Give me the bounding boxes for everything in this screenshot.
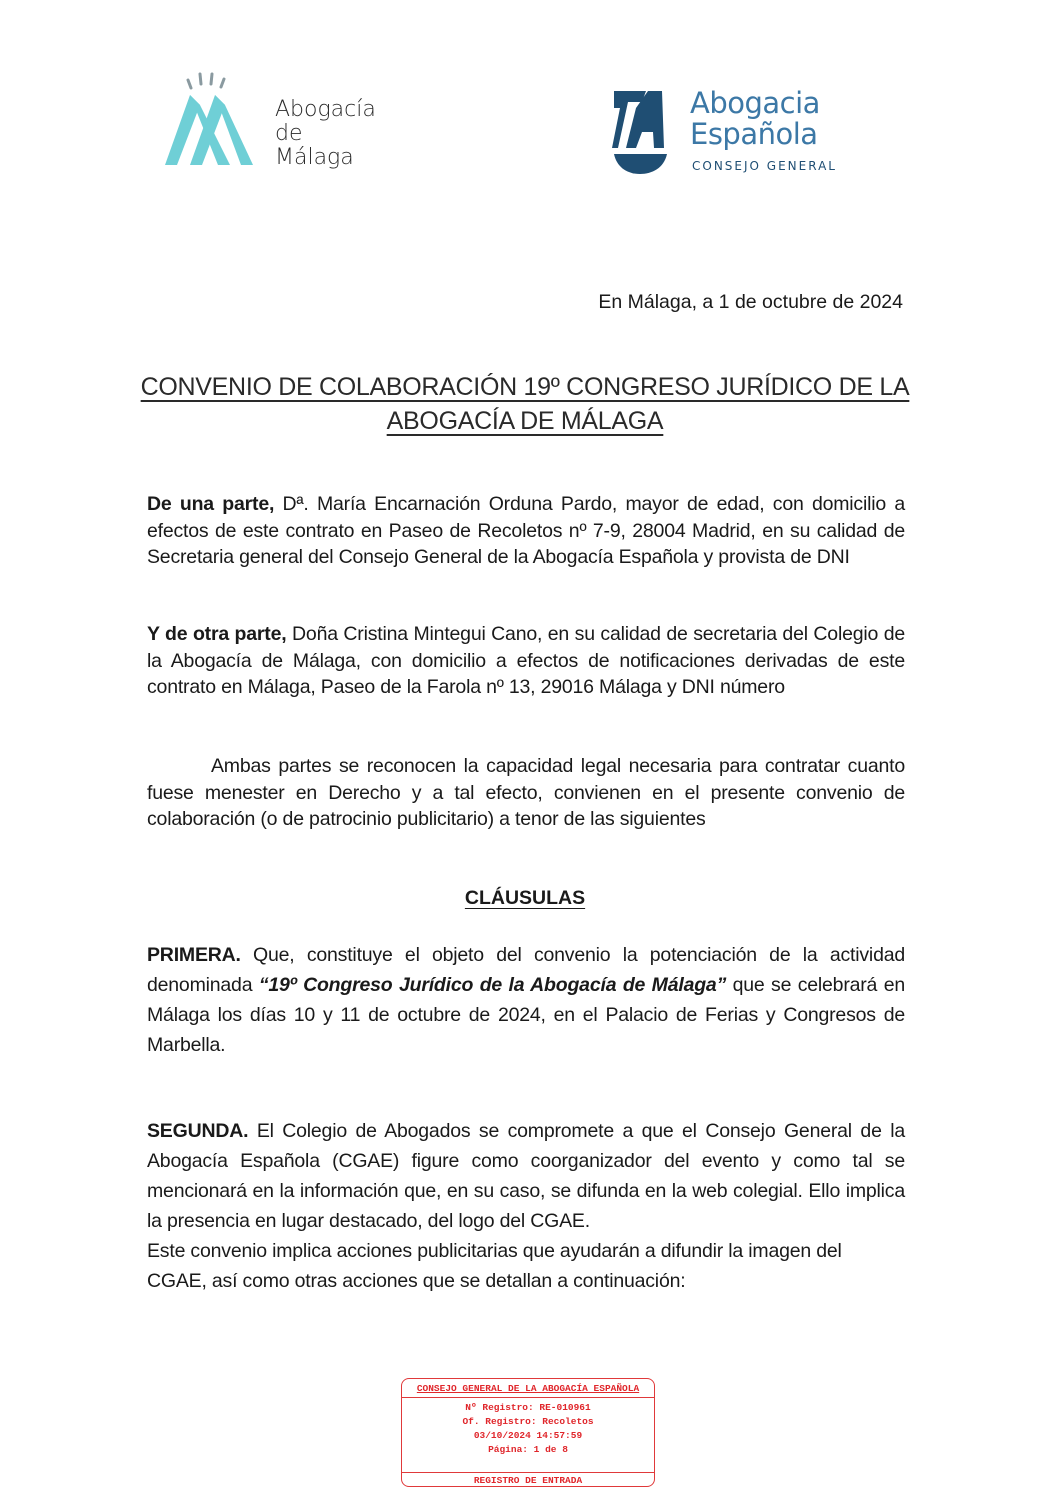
stamp-body <box>402 1398 654 1472</box>
cgae-logo-subtitle: CONSEJO GENERAL <box>692 159 837 173</box>
paragraph-lead: De una parte, <box>147 493 275 515</box>
clause-lead: SEGUNDA. <box>147 1120 249 1142</box>
registry-stamp <box>401 1378 655 1487</box>
clause-text: Que, constituye el objeto del convenio la potenciación de la actividad denominada <box>147 944 905 996</box>
stamp-pagina: Página: 1 de 8 <box>488 1444 568 1455</box>
stamp-header: CONSEJO GENERAL DE LA ABOGACÍA ESPAÑOLA <box>402 1379 654 1398</box>
abogacia-malaga-logo <box>160 70 400 175</box>
title-line-2: ABOGACÍA DE MÁLAGA <box>386 407 664 435</box>
agreement-paragraph: Ambas partes se reconocen la capacidad legal necesaria para contratar cuanto fuese menester en Derecho y a tal efecto, convienen en el presente convenio de colaboración (o de patrocinio publicitario) a tenor de las siguientes <box>147 755 905 830</box>
abogacia-espanola-logo <box>612 88 852 178</box>
paragraph-lead: Y de otra parte, <box>147 623 287 645</box>
event-name: “19º Congreso Jurídico de la Abogacía de Málaga” <box>258 974 727 996</box>
clause-segunda-continued: Este convenio implica acciones publicitarias que ayudarán a difundir la imagen del CGAE, así como otras acciones que se detallan a continuación: <box>147 1240 842 1292</box>
clause-segunda <box>147 1116 905 1236</box>
logo-line: Abogacía <box>275 97 376 122</box>
cgae-logo-name <box>690 88 820 150</box>
logo-line: de <box>275 121 303 146</box>
stamp-footer: REGISTRO DE ENTRADA <box>402 1472 654 1486</box>
clause-text: que se celebrará en Málaga los días 10 y 11 de octubre de 2024, en el Palacio de Ferias y Congresos de Marbella. <box>147 974 905 1056</box>
second-party-paragraph <box>147 621 905 701</box>
stamp-datetime: 03/10/2024 14:57:59 <box>473 1430 583 1441</box>
malaga-crown-m-icon <box>160 70 260 175</box>
paragraph-text: Dª. María Encarnación Orduna Pardo, mayor de edad, con domicilio a efectos de este contrato en Paseo de Recoletos nº 7-9, 28004 Madrid, en su calidad de Secretaria general del Consejo General de la Abogacía Española y provista de DNI <box>147 493 905 568</box>
logo-line: Española <box>690 117 818 151</box>
malaga-logo-text <box>275 98 376 170</box>
clause-text: El Colegio de Abogados se compromete a que el Consejo General de la Abogacía Española (CGAE) figure como coorganizador del evento y como tal se mencionará en la información que, en su caso, se difunda en la web colegial. Ello implica la presencia en lugar destacado, del logo del CGAE. <box>147 1120 905 1232</box>
document-title <box>140 370 910 438</box>
logo-line: Málaga <box>275 145 354 170</box>
logo-line: Abogacia <box>690 86 820 120</box>
cgae-ae-icon <box>612 88 672 178</box>
clause-lead: PRIMERA. <box>147 944 241 966</box>
paragraph-text: Doña Cristina Mintegui Cano, en su calidad de secretaria del Colegio de la Abogacía de Málaga, con domicilio a efectos de notificaciones derivadas de este contrato en Málaga, Paseo de la Farola nº 13, 29016 Málaga y DNI número <box>147 623 906 698</box>
clause-primera <box>147 940 905 1060</box>
title-line-1: CONVENIO DE COLABORACIÓN 19º CONGRESO JURÍDICO DE LA <box>140 373 910 401</box>
stamp-registro: Nº Registro: RE-010961 <box>465 1402 591 1413</box>
document-date: En Málaga, a 1 de octubre de 2024 <box>598 291 903 313</box>
stamp-oficina: Of. Registro: Recoletos <box>462 1416 594 1427</box>
first-party-paragraph <box>147 491 905 571</box>
clausulas-heading: CLÁUSULAS <box>464 887 586 909</box>
